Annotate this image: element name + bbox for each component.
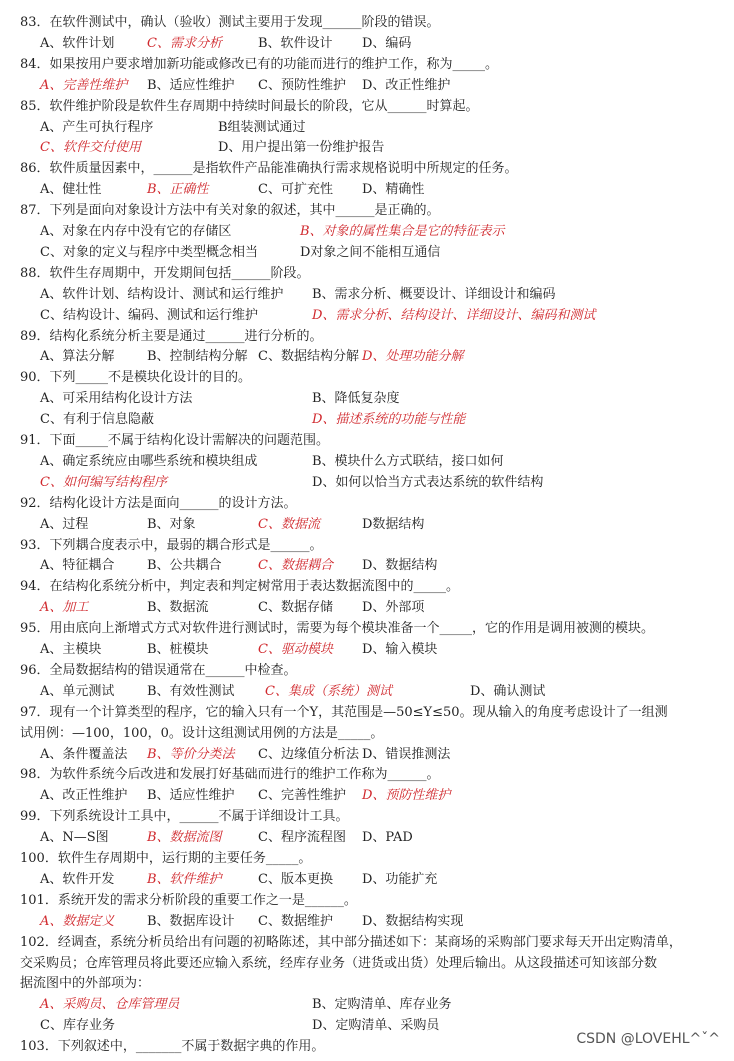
- options-row: [0, 451, 734, 472]
- options-row: [0, 827, 734, 848]
- options-row: [0, 409, 734, 430]
- option: A、对象在内存中没有它的存储区: [40, 224, 232, 239]
- option: D、精确性: [362, 182, 425, 198]
- option: D、输入模块: [362, 642, 438, 657]
- answer-option: A、加工: [40, 600, 89, 616]
- option: A、确定系统应由哪些系统和模块组成: [40, 453, 258, 469]
- option: B、数据流: [147, 600, 209, 616]
- answer-option: A、完善性维护: [40, 77, 128, 93]
- question-text: 84．如果按用户要求增加新功能或修改已有的功能而进行的维护工作，称为_____。: [20, 56, 499, 72]
- options-row: [0, 681, 734, 702]
- question-line: [0, 54, 734, 75]
- question-line: [0, 848, 734, 869]
- question-line: [0, 890, 734, 911]
- option: C、数据存储: [258, 600, 333, 616]
- option: D、功能扩充: [362, 871, 438, 887]
- answer-option: D、需求分析、结构设计、详细设计、编码和测试: [312, 307, 596, 323]
- answer-option: C、集成（系统）测试: [265, 683, 392, 699]
- option: C、对象的定义与程序中类型概念相当: [40, 244, 258, 260]
- option: B、模块什么方式联结，接口如何: [312, 453, 504, 469]
- question-text: 83．在软件测试中，确认（验收）测试主要用于发现______阶段的错误。: [20, 15, 440, 30]
- option: D、定购清单、采购员: [312, 1018, 440, 1034]
- options-row: [0, 305, 734, 326]
- question-text: 102．经调查，系统分析员给出有问题的初略陈述，其中部分描述如下：某商场的采购部门要求每天开出定购清单，: [20, 934, 682, 950]
- option: C、预防性维护: [258, 77, 346, 93]
- option: C、完善性维护: [258, 788, 346, 804]
- question-line: [0, 576, 734, 597]
- option: B组装测试通过: [218, 119, 306, 135]
- option: A、软件计划、结构设计、测试和运行维护: [40, 286, 284, 302]
- question-line: [0, 263, 734, 284]
- options-row: [0, 221, 734, 242]
- answer-option: C、驱动模块: [258, 642, 333, 657]
- options-row: [0, 785, 734, 806]
- question-text: 95．用由底向上渐增式方式对软件进行测试时，需要为每个模块准备一个_____，它的作用是调用被测的模块。: [20, 621, 655, 637]
- question-text: 98．为软件系统今后改进和发展打好基础而进行的维护工作称为______。: [20, 767, 440, 783]
- answer-option: A、采购员、仓库管理员: [40, 997, 180, 1013]
- option: A、算法分解: [40, 349, 115, 365]
- option: A、单元测试: [40, 683, 115, 699]
- options-row: [0, 284, 734, 305]
- option: B、需求分析、概要设计、详细设计和编码: [312, 286, 556, 302]
- option: B、控制结构分解: [147, 349, 248, 365]
- answer-option: C、数据耦合: [258, 558, 333, 574]
- option: C、数据结构分解: [258, 349, 359, 365]
- question-text: 101．系统开发的需求分析阶段的重要工作之一是______。: [20, 892, 357, 908]
- question-line: [0, 973, 734, 994]
- watermark: CSDN @LOVEHL^ˇ^: [576, 1031, 720, 1047]
- option: B、数据库设计: [147, 913, 235, 929]
- option: A、条件覆盖法: [40, 746, 128, 762]
- answer-option: D、预防性维护: [362, 788, 451, 804]
- options-row: [0, 514, 734, 535]
- question-line: [0, 702, 734, 723]
- question-line: [0, 953, 734, 974]
- question-line: [0, 12, 734, 33]
- options-row: [0, 555, 734, 576]
- options-row: [0, 869, 734, 890]
- question-line: [0, 96, 734, 117]
- question-text: 93．下列耦合度表示中，最弱的耦合形式是______。: [20, 537, 323, 553]
- option: D、确认测试: [470, 683, 546, 699]
- answer-option: A、数据定义: [40, 913, 115, 929]
- answer-option: C、软件交付使用: [40, 140, 141, 156]
- option: C、边缘值分析法: [258, 746, 359, 762]
- options-row: [0, 75, 734, 96]
- question-line: [0, 200, 734, 221]
- question-line: [0, 535, 734, 556]
- option: D、错误推测法: [362, 746, 451, 762]
- option: A、N—S图: [40, 830, 109, 846]
- option: C、库存业务: [40, 1018, 115, 1034]
- option: D、如何以恰当方式表达系统的软件结构: [312, 474, 544, 490]
- question-text: 交采购员；仓库管理员将此要还应输入系统，经库存业务（进货或出货）处理后输出。从这段描述可知该部分数: [20, 955, 658, 971]
- option: A、可采用结构化设计方法: [40, 391, 193, 407]
- option: C、可扩充性: [258, 182, 333, 198]
- question-line: [0, 367, 734, 388]
- option: A、软件开发: [40, 871, 115, 887]
- options-row: [0, 388, 734, 409]
- option: C、结构设计、编码、测试和运行维护: [40, 307, 258, 323]
- answer-option: D、描述系统的功能与性能: [312, 412, 466, 428]
- answer-option: C、数据流: [258, 516, 320, 532]
- question-line: [0, 764, 734, 785]
- option: B、有效性测试: [147, 683, 235, 699]
- option: B、降低复杂度: [312, 391, 400, 407]
- question-text: 92．结构化设计方法是面向______的设计方法。: [20, 495, 297, 511]
- question-line: [0, 493, 734, 514]
- question-text: 90．下列_____不是模块化设计的目的。: [20, 370, 252, 386]
- question-text: 88．软件生存周期中，开发期间包括______阶段。: [20, 265, 310, 281]
- options-row: [0, 117, 734, 138]
- options-row: [0, 33, 734, 54]
- options-row: [0, 346, 734, 367]
- option: C、版本更换: [258, 871, 333, 887]
- answer-option: B、数据流图: [147, 830, 222, 846]
- options-row: [0, 639, 734, 660]
- answer-option: C、如何编写结构程序: [40, 474, 167, 490]
- option: D、数据结构实现: [362, 913, 464, 929]
- question-text: 100．软件生存周期中，运行期的主要任务_____。: [20, 851, 312, 866]
- question-line: [0, 806, 734, 827]
- answer-option: B、软件维护: [147, 871, 222, 887]
- question-text: 96．全局数据结构的错误通常在______中检查。: [20, 662, 297, 678]
- option: A、改正性维护: [40, 788, 128, 804]
- question-text: 103．下列叙述中，_______不属于数据字典的作用。: [20, 1039, 325, 1055]
- answer-option: D、处理功能分解: [362, 349, 464, 365]
- question-text: 99．下列系统设计工具中，______不属于详细设计工具。: [20, 809, 349, 825]
- question-line: [0, 430, 734, 451]
- option: C、数据维护: [258, 913, 333, 929]
- answer-option: C、需求分析: [147, 35, 222, 51]
- question-text: 据流图中的外部项为：: [20, 976, 151, 992]
- option: D、用户提出第一份维护报告: [218, 140, 385, 156]
- options-row: [0, 242, 734, 263]
- option: D、PAD: [362, 830, 413, 846]
- options-row: [0, 597, 734, 618]
- option: B、适应性维护: [147, 788, 235, 804]
- question-text: 87．下列是面向对象设计方法中有关对象的叙述，其中______是正确的。: [20, 203, 440, 219]
- option: A、软件计划: [40, 35, 115, 51]
- question-line: [0, 326, 734, 347]
- answer-option: B、等价分类法: [147, 746, 235, 762]
- option: C、有利于信息隐蔽: [40, 412, 154, 428]
- option: B、软件设计: [258, 35, 333, 51]
- option: D数据结构: [362, 516, 425, 532]
- option: D、改正性维护: [362, 77, 451, 93]
- option: B、对象: [147, 516, 196, 532]
- options-row: [0, 179, 734, 200]
- options-row: [0, 911, 734, 932]
- option: B、定购清单、库存业务: [312, 997, 452, 1013]
- option: D、外部项: [362, 600, 425, 616]
- option: B、公共耦合: [147, 558, 222, 574]
- options-row: [0, 137, 734, 158]
- option: A、健壮性: [40, 182, 102, 198]
- question-line: [0, 932, 734, 953]
- question-line: [0, 618, 734, 639]
- question-line: [0, 723, 734, 744]
- question-text: 94．在结构化系统分析中，判定表和判定树常用于表达数据流图中的_____。: [20, 579, 460, 595]
- question-text: 85．软件维护阶段是软件生存周期中持续时间最长的阶段，它从______时算起。: [20, 98, 479, 114]
- option: B、桩模块: [147, 642, 209, 657]
- option: A、特征耦合: [40, 558, 115, 574]
- question-text: 试用例：—100，100，0。设计这组测试用例的方法是_____。: [20, 725, 384, 741]
- option: B、适应性维护: [147, 77, 235, 93]
- question-line: [0, 158, 734, 179]
- option: C、程序流程图: [258, 830, 346, 846]
- answer-option: B、正确性: [147, 182, 209, 198]
- option: A、主模块: [40, 642, 102, 657]
- option: D对象之间不能相互通信: [300, 244, 441, 260]
- question-line: [0, 660, 734, 681]
- options-row: [0, 472, 734, 493]
- question-text: 89．结构化系统分析主要是通过______进行分析的。: [20, 328, 323, 344]
- question-text: 86．软件质量因素中，______是指软件产品能准确执行需求规格说明中所规定的任务。: [20, 161, 518, 177]
- option: D、编码: [362, 35, 412, 51]
- option: D、数据结构: [362, 558, 438, 574]
- option: A、产生可执行程序: [40, 119, 154, 135]
- answer-option: B、对象的属性集合是它的特征表示: [300, 224, 505, 239]
- question-text: 97．现有一个计算类型的程序，它的输入只有一个Y，其范围是—50≤Y≤50。现从输入的角度考虑设计了一组测: [20, 704, 668, 720]
- option: A、过程: [40, 516, 89, 532]
- options-row: [0, 744, 734, 765]
- options-row: [0, 994, 734, 1015]
- question-text: 91．下面_____不属于结构化设计需解决的问题范围。: [20, 433, 330, 448]
